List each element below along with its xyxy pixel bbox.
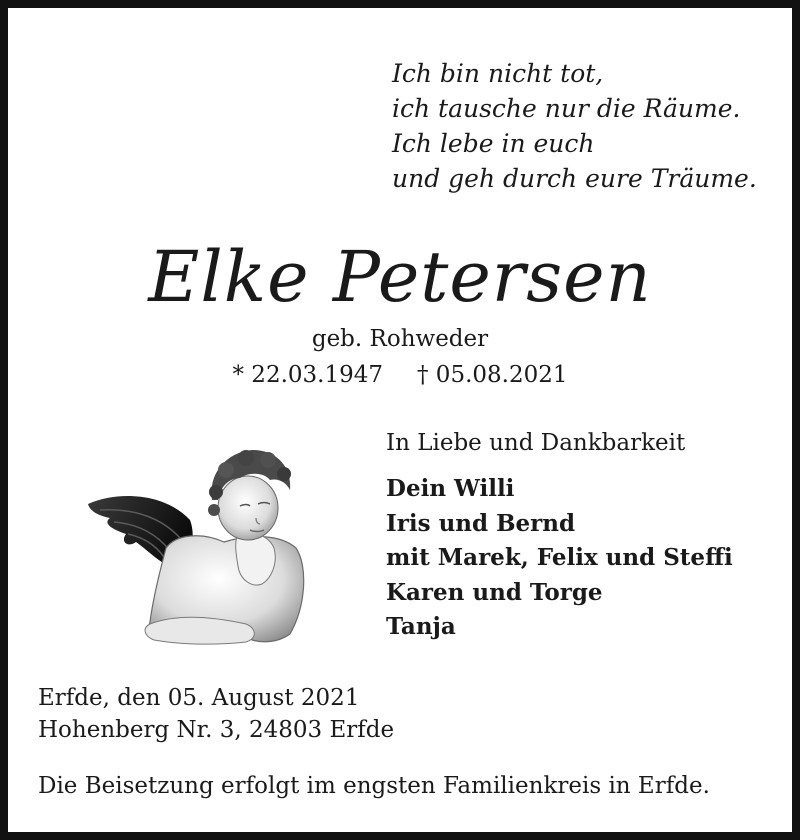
poem-line: Ich bin nicht tot, xyxy=(392,59,604,88)
tribute-line: In Liebe und Dankbarkeit xyxy=(386,430,686,456)
burial-notice: Die Beisetzung erfolgt im engsten Familienkreis in Erfde. xyxy=(38,773,710,799)
mourner-name: Tanja xyxy=(386,613,456,640)
address: Hohenberg Nr. 3, 24803 Erfde xyxy=(38,717,395,743)
poem-line: ich tausche nur die Räume. xyxy=(392,94,741,123)
poem xyxy=(392,56,757,196)
poem-line: Ich lebe in euch xyxy=(392,129,595,158)
cherub-angel-icon xyxy=(80,438,316,648)
address-block xyxy=(38,682,394,746)
mourner-name: Karen und Torge xyxy=(386,578,603,606)
place-date: Erfde, den 05. August 2021 xyxy=(38,685,360,711)
birth-date: * 22.03.1947 xyxy=(232,362,383,388)
poem-line: und geh durch eure Träume. xyxy=(392,164,757,193)
mourner-name: Dein Willi xyxy=(386,475,515,502)
maiden-name: geb. Rohweder xyxy=(311,326,489,352)
mourner-name: Iris und Bernd xyxy=(386,509,576,537)
deceased-name: Elke Petersen xyxy=(148,236,652,318)
mourner-name: mit Marek, Felix und Steffi xyxy=(386,544,733,571)
life-dates xyxy=(8,360,792,390)
mourners-list xyxy=(386,472,733,645)
death-date: † 05.08.2021 xyxy=(417,362,568,388)
